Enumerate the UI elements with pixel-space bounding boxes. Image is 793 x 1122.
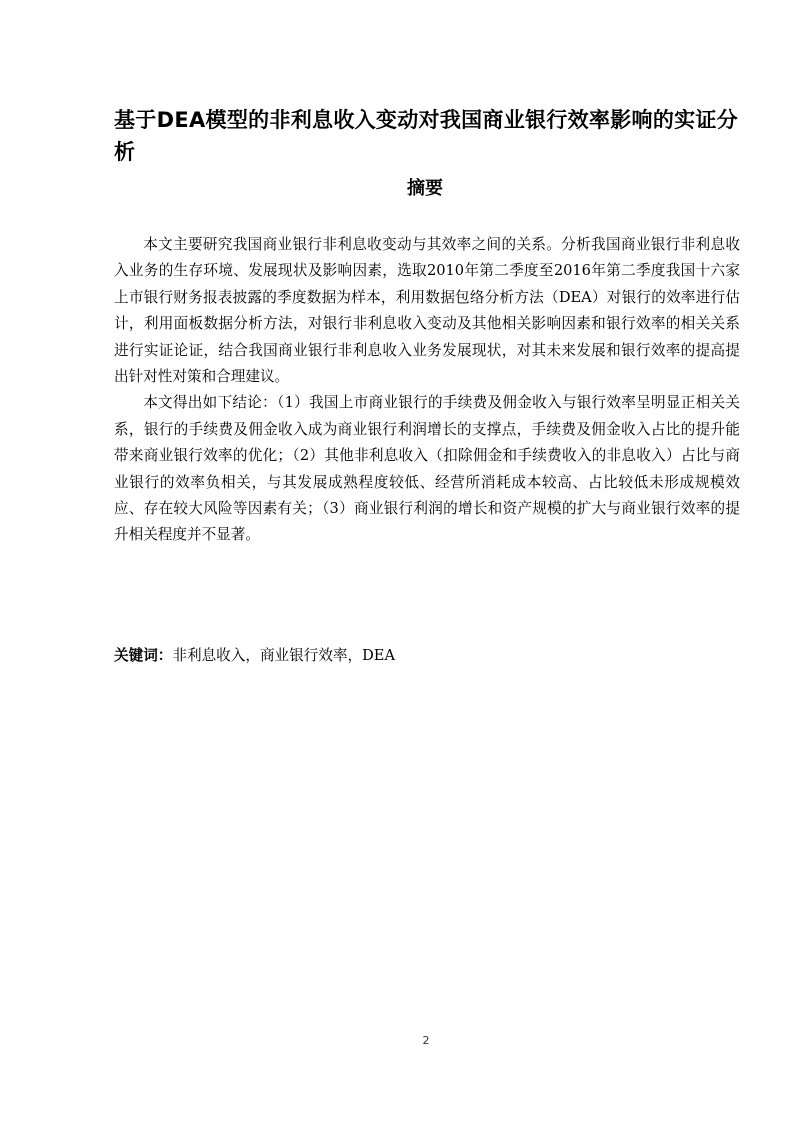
keywords-label: 关键词： xyxy=(114,647,173,664)
keywords-value: 非利息收入，商业银行效率，DEA xyxy=(172,647,396,664)
abstract-body xyxy=(114,232,740,549)
abstract-paragraph-2: 本文得出如下结论：（1）我国上市商业银行的手续费及佣金收入与银行效率呈明显正相关关系，银行的手续费及佣金收入成为商业银行利润增长的支撑点，手续费及佣金收入占比的提升能带来商业银行效率的优化；（2）其他非利息收入（扣除佣金和手续费收入的非息收入）占比与商业银行的效率负相关，与其发展成熟程度较低、经营所消耗成本较高、占比较低未形成规模效应、存在较大风险等因素有关；（3）商业银行利润的增长和资产规模的扩大与商业银行效率的提升相关程度并不显著。 xyxy=(114,394,740,544)
keywords-line xyxy=(114,644,740,668)
abstract-heading: 摘要 xyxy=(407,178,443,199)
paper-title: 基于DEA模型的非利息收入变动对我国商业银行效率影响的实证分析 xyxy=(114,108,739,164)
abstract-paragraph-1: 本文主要研究我国商业银行非利息收变动与其效率之间的关系。分析我国商业银行非利息收入业务的生存环境、发展现状及影响因素，选取2010年第二季度至2016年第二季度我国十六家上市银行财务报表披露的季度数据为样本，利用数据包络分析方法（DEA）对银行的效率进行估计，利用面板数据分析方法，对银行非利息收入变动及其他相关影响因素和银行效率的相关关系进行实证论证，结合我国商业银行非利息收入业务发展现状，对其未来发展和银行效率的提高提出针对性对策和合理建议。 xyxy=(114,236,740,386)
page-number: 2 xyxy=(422,1034,430,1047)
